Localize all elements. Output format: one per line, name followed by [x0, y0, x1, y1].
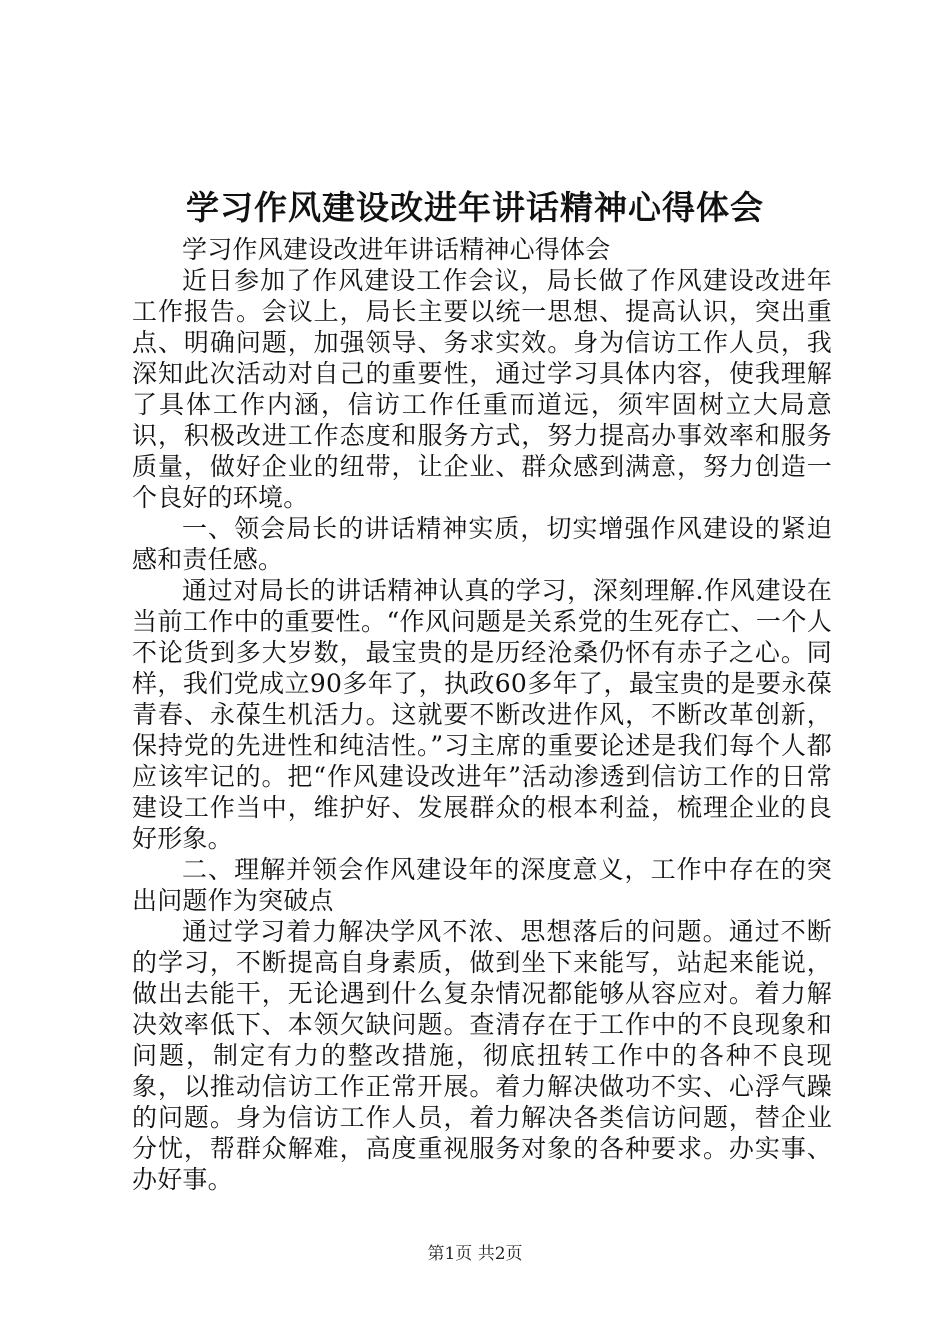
subtitle-paragraph: 学习作风建设改进年讲话精神心得体会 [182, 235, 611, 264]
document-title: 学习作风建设改进年讲话精神心得体会 [186, 188, 764, 227]
body-paragraph: 通过学习着力解决学风不浓、思想落后的问题。通过不断的学习，不断提高自身素质，做到坐下来能写，站起来能说，做出去能干，无论遇到什么复杂情况都能够从容应对。着力解决效率低下、本领欠缺问题。查清存在于工作中的不良现象和问题，制定有力的整改措施，彻底扭转工作中的各种不良现象，以推动信访工作正常开展。着力解决做功不实、心浮气躁的问题。身为信访工作人员，着力解决各类信访问题，替企业分忧，帮群众解难，高度重视服务对象的各种要求。办实事、办好事。 [132, 917, 832, 1194]
page-number-footer: 第1页 共2页 [427, 1244, 523, 1264]
section-heading: 一、领会局长的讲话精神实质，切实增强作风建设的紧迫感和责任感。 [132, 514, 832, 574]
section-heading: 二、理解并领会作风建设年的深度意义，工作中存在的突出问题作为突破点 [132, 855, 832, 915]
body-paragraph: 通过对局长的讲话精神认真的学习，深刻理解.作风建设在当前工作中的重要性。“作风问题是关系党的生死存亡、一个人不论货到多大岁数，最宝贵的是历经沧桑仍怀有赤子之心。同样，我们党成立90多年了，执政60多年了，最宝贵的是要永葆青春、永葆生机活力。这就要不断改进作风，不断改革创新，保持党的先进性和纯洁性。”习主席的重要论述是我们每个人都应该牢记的。把“作风建设改进年”活动渗透到信访工作的日常建设工作当中，维护好、发展群众的根本利益，梳理企业的良好形象。 [132, 576, 832, 853]
body-paragraph: 近日参加了作风建设工作会议，局长做了作风建设改进年工作报告。会议上，局长主要以统一思想、提高认识，突出重点、明确问题，加强领导、务求实效。身为信访工作人员，我深知此次活动对自己的重要性，通过学习具体内容，使我理解了具体工作内涵，信访工作任重而道远，须牢固树立大局意识，积极改进工作态度和服务方式，努力提高办事效率和服务质量，做好企业的纽带，让企业、群众感到满意，努力创造一个良好的环境。 [132, 266, 832, 512]
document-body [132, 234, 832, 1195]
